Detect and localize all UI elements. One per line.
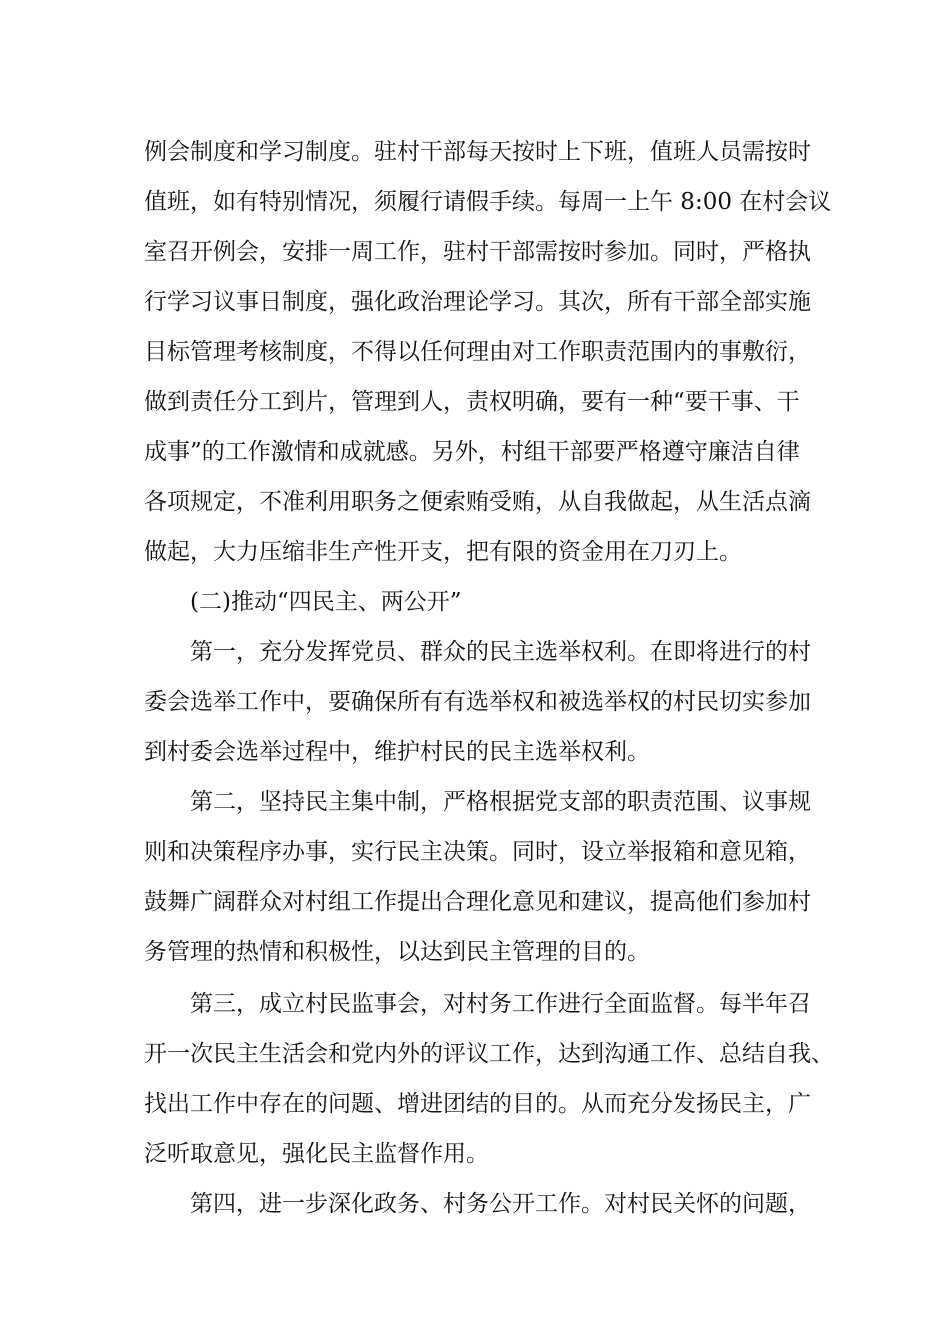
text-line: 到村委会选举过程中，维护村民的民主选举权利。	[144, 739, 650, 765]
text-line: 委会选举工作中，要确保所有有选举权和被选举权的村民切实参加	[144, 689, 811, 715]
text-line: 室召开例会，安排一周工作，驻村干部需按时参加。同时，严格执	[144, 239, 811, 265]
text-line: 目标管理考核制度，不得以任何理由对工作职责范围内的事敷衍，	[144, 339, 811, 365]
text-line: 行学习议事日制度，强化政治理论学习。其次，所有干部全部实施	[144, 289, 811, 315]
text-line: 各项规定，不准利用职务之便索贿受贿，从自我做起，从生活点滴	[144, 489, 811, 515]
text-line: 做起，大力压缩非生产性开支，把有限的资金用在刀刃上。	[144, 539, 742, 565]
text-line: 值班，如有特别情况，须履行请假手续。每周一上午 8:00 在村会议	[144, 189, 832, 215]
text-line: 务管理的热情和积极性，以达到民主管理的目的。	[144, 939, 650, 965]
section-heading: (二)推动“四民主、两公开”	[190, 589, 462, 615]
text-line: 鼓舞广阔群众对村组工作提出合理化意见和建议，提高他们参加村	[144, 889, 811, 915]
text-line: 找出工作中存在的问题、增进团结的目的。从而充分发扬民主，广	[144, 1091, 811, 1117]
text-line: 泛听取意见，强化民主监督作用。	[144, 1141, 489, 1167]
text-line: 第四，进一步深化政务、村务公开工作。对村民关怀的问题，	[190, 1191, 811, 1217]
text-line: 第三，成立村民监事会，对村务工作进行全面监督。每半年召	[190, 991, 811, 1017]
text-line: 开一次民主生活会和党内外的评议工作，达到沟通工作、总结自我、	[144, 1041, 834, 1067]
text-line: 例会制度和学习制度。驻村干部每天按时上下班，值班人员需按时	[144, 139, 811, 165]
text-line: 做到责任分工到片，管理到人，责权明确，要有一种“要干事、干	[144, 389, 800, 415]
text-line: 成事”的工作激情和成就感。另外，村组干部要严格遵守廉洁自律	[144, 439, 800, 465]
text-line: 第二，坚持民主集中制，严格根据党支部的职责范围、议事规	[190, 789, 811, 815]
text-line: 第一，充分发挥党员、群众的民主选举权利。在即将进行的村	[190, 639, 811, 665]
text-line: 则和决策程序办事，实行民主决策。同时，设立举报箱和意见箱，	[144, 839, 811, 865]
